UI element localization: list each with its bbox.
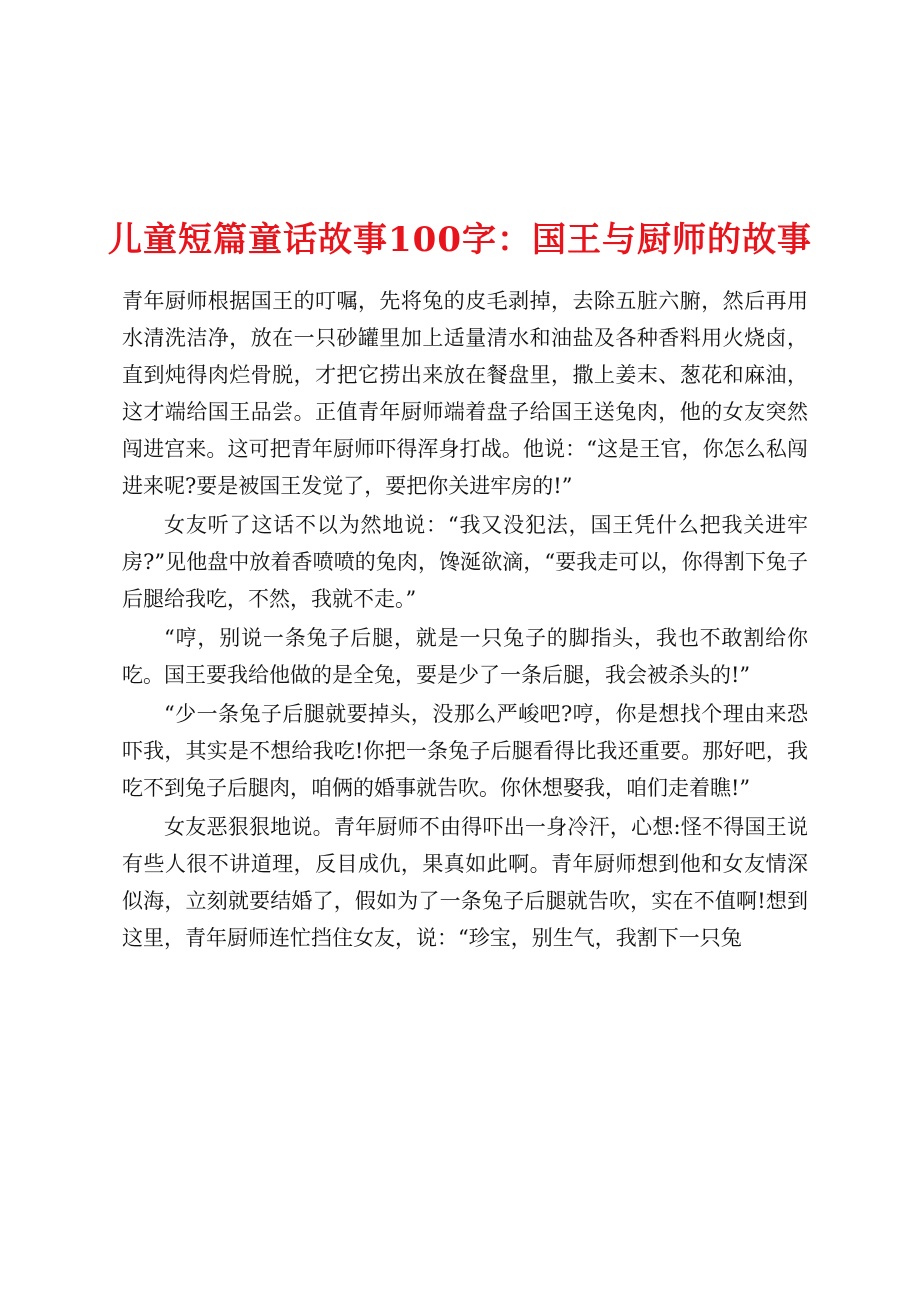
paragraph-3: “哼，别说一条兔子后腿，就是一只兔子的脚指头，我也不敢割给你吃。国王要我给他做的是全兔，要是少了一条后腿，我会被杀头的!”: [122, 626, 808, 687]
paragraph-1: 青年厨师根据国王的叮嘱，先将兔的皮毛剥掉，去除五脏六腑，然后再用水清洗洁净，放在一只砂罐里加上适量清水和油盐及各种香料用火烧卤，直到炖得肉烂骨脱，才把它捞出来放在餐盘里，撒上姜末、葱花和麻油，这才端给国王品尝。正值青年厨师端着盘子给国王送兔肉，他的女友突然闯进宫来。这可把青年厨师吓得浑身打战。他说：“这是王官，你怎么私闯进来呢?要是被国王发觉了，要把你关进牢房的!”: [122, 289, 808, 498]
paragraph-2: 女友听了这话不以为然地说：“我又没犯法，国王凭什么把我关进牢房?”见他盘中放着香喷喷的兔肉，馋涎欲滴，“要我走可以，你得割下兔子后腿给我吃，不然，我就不走。”: [122, 513, 808, 611]
paragraph-5: 女友恶狠狠地说。青年厨师不由得吓出一身冷汗，心想:怪不得国王说有些人很不讲道理，反目成仇，果真如此啊。青年厨师想到他和女友情深似海，立刻就要结婚了，假如为了一条兔子后腿就告吹，实在不值啊!想到这里，青年厨师连忙挡住女友，说：“珍宝，别生气，我割下一只兔: [122, 815, 808, 950]
story-body: [122, 283, 808, 959]
page-title: 儿童短篇童话故事100字：国王与厨师的故事: [108, 219, 812, 260]
paragraph-4: “少一条兔子后腿就要掉头，没那么严峻吧?哼，你是想找个理由来恐吓我，其实是不想给我吃!你把一条兔子后腿看得比我还重要。那好吧，我吃不到兔子后腿肉，咱俩的婚事就告吹。你休想娶我，咱们走着瞧!”: [122, 702, 808, 800]
